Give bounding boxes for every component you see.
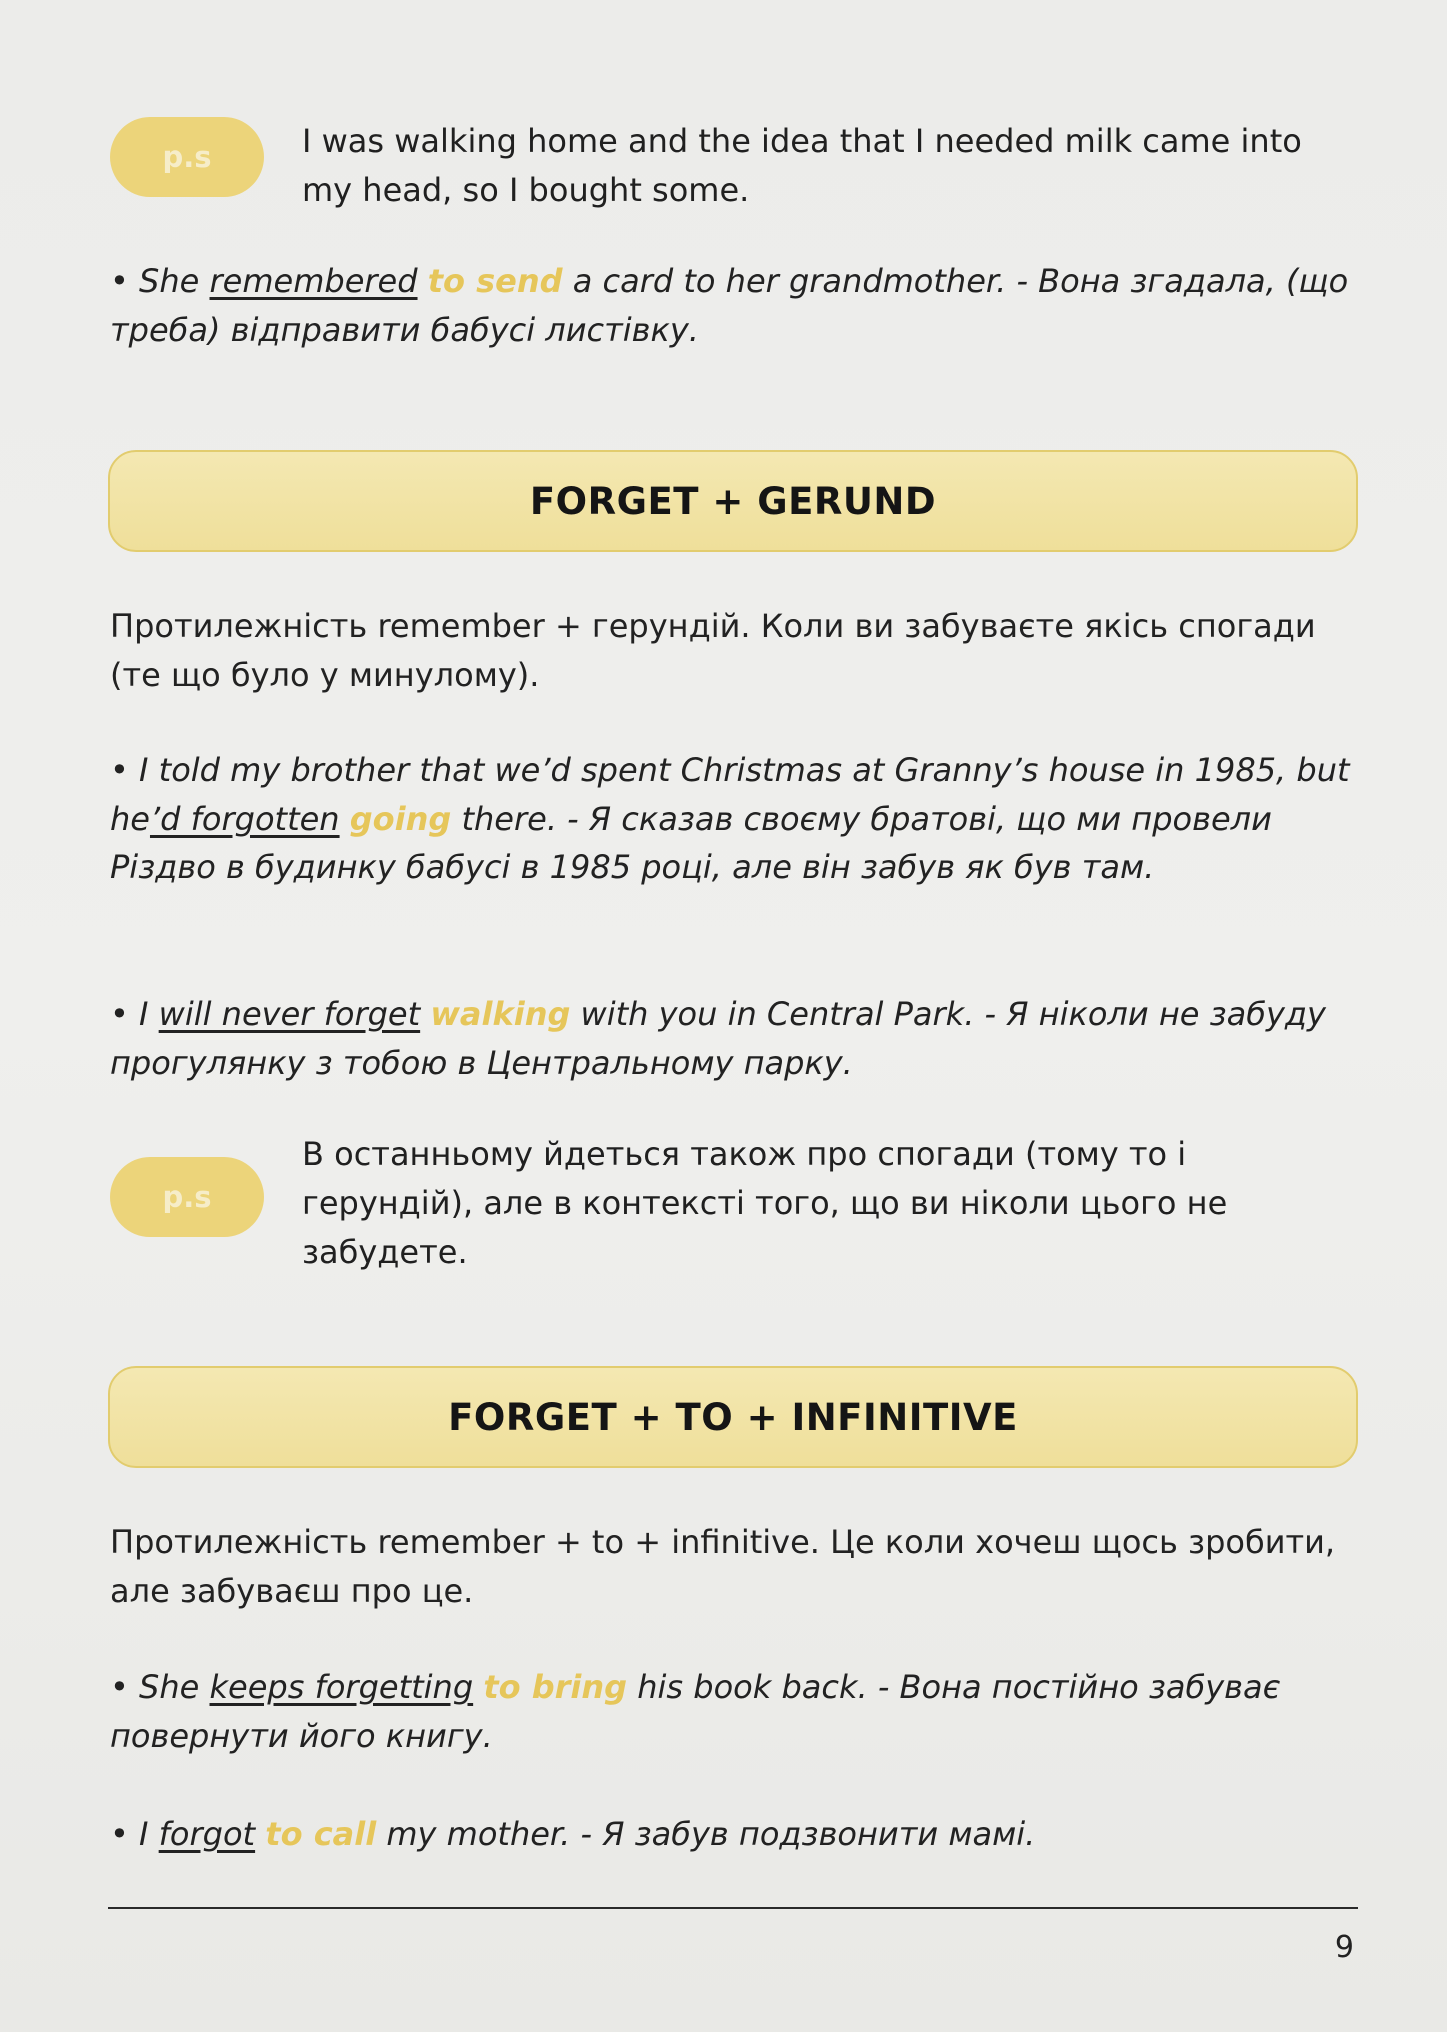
underlined-verb: keeps forgetting [209, 1668, 474, 1706]
highlighted-phrase: to bring [483, 1668, 628, 1706]
example-text: his book back. - Вона постійно забуває повернути його книгу. [110, 1668, 1281, 1755]
highlighted-phrase: going [349, 799, 452, 838]
example-text: She [139, 1668, 210, 1706]
example-never-forget-walking [110, 990, 1360, 1087]
ps-note-2 [110, 1130, 1350, 1280]
example-remember-to-send [110, 257, 1360, 354]
bullet: • [110, 1815, 140, 1853]
bullet: • [110, 751, 140, 789]
example-text: I told my brother that we’d spent Christmas at Granny’s house in 1985, but he [110, 751, 1350, 838]
highlighted-phrase: to send [427, 262, 563, 300]
bullet: • [110, 262, 140, 300]
example-keeps-forgetting [110, 1663, 1360, 1760]
underlined-verb: remembered [209, 262, 418, 300]
ps-note-text: В останньому йдеться також про спогади (тому то і герундій), але в контексті того, що ви ніколи цього не забудете. [302, 1135, 1228, 1271]
example-text: there. - Я сказав своєму братові, що ми провели Різдво в будинку бабусі в 1985 році, але він забув як був там. [110, 799, 1272, 886]
ps-note-1 [110, 117, 1350, 217]
ps-badge: p.s [110, 1157, 264, 1237]
example-forgot-to-call [110, 1810, 1360, 1859]
ps-badge: p.s [110, 117, 264, 197]
example-text: with you in Central Park. - Я ніколи не забуду прогулянку з тобою в Центральному парку. [110, 995, 1326, 1082]
example-text: She [139, 262, 210, 300]
example-text: I [139, 1815, 159, 1853]
section-heading-forget-to-infinitive: FORGET + TO + INFINITIVE [108, 1366, 1358, 1468]
example-forgotten-going [110, 746, 1360, 892]
example-text: a card to her grandmother. - Вона згадала, (що треба) відправити бабусі листівку. [110, 262, 1349, 349]
ps-note-text: I was walking home and the idea that I needed milk came into my head, so I bought some. [302, 122, 1302, 209]
highlighted-phrase: to call [265, 1815, 377, 1853]
example-text: I [139, 995, 159, 1033]
page-number: 9 [1334, 1930, 1354, 1965]
bullet: • [110, 1668, 140, 1706]
example-text: my mother. - Я забув подзвонити мамі. [376, 1815, 1036, 1853]
underlined-verb: ’d forgotten [149, 799, 340, 838]
footer-divider [108, 1907, 1358, 1909]
bullet: • [110, 995, 140, 1033]
section-description: Протилежність remember + герундій. Коли ви забуваєте якісь спогади (те що було у минулому). [110, 607, 1316, 694]
section-description: Протилежність remember + to + infinitive. Це коли хочеш щось зробити, але забуваєш про це. [110, 1523, 1336, 1610]
highlighted-phrase: walking [430, 995, 571, 1033]
underlined-verb: forgot [158, 1815, 256, 1853]
section-heading-forget-gerund: FORGET + GERUND [108, 450, 1358, 552]
underlined-verb: will never forget [158, 995, 421, 1033]
